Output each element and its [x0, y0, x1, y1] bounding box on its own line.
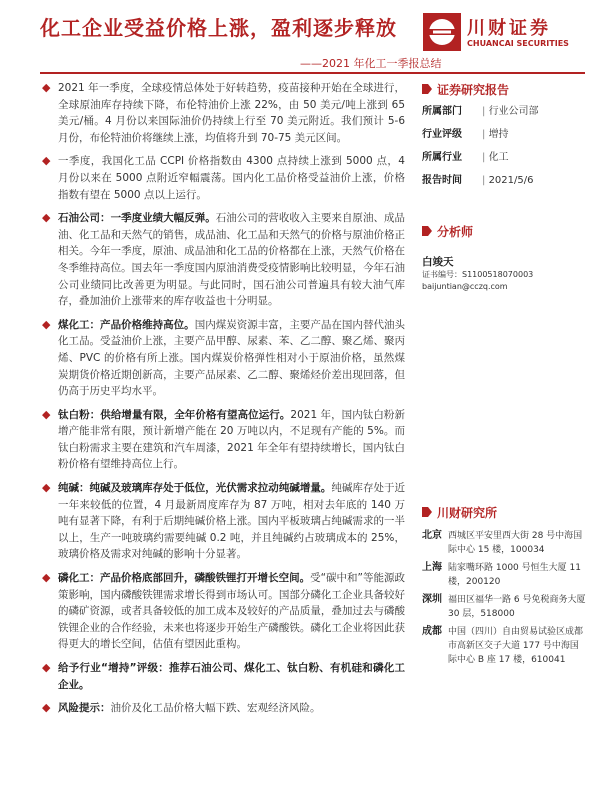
analyst-name: 白竣天 — [422, 256, 454, 268]
report-info-value: | 2021/5/6 — [482, 173, 533, 188]
paragraph-text: 油价及化工品价格大幅下跌、宏观经济风险。 — [110, 702, 321, 715]
report-title: 化工企业受益价格上涨，盈利逐步释放 — [40, 16, 397, 40]
bullet-diamond-icon: ◆ — [42, 571, 51, 585]
paragraph-lead: 纯碱：纯碱及玻璃库存处于低位，光伏需求拉动纯碱增量。 — [58, 482, 332, 495]
analyst-heading-label: 分析师 — [437, 224, 474, 239]
analyst-cert: 证书编号：S1100518070003 — [422, 270, 534, 279]
bullet-diamond-icon: ◆ — [42, 701, 51, 715]
section-arrow-icon — [422, 507, 432, 517]
report-info-key: 所属行业 — [422, 152, 462, 163]
analyst-heading — [422, 222, 587, 240]
report-info-value: | 增持 — [482, 127, 509, 142]
office-entry — [422, 561, 587, 589]
paragraph-lead: 给予行业“增持”评级：推荐石油公司、煤化工、钛白粉、有机硅和磷化工企业。 — [58, 662, 405, 691]
company-name: 川财证券 — [467, 18, 551, 39]
bullet-diamond-icon: ◆ — [42, 211, 51, 225]
header-divider — [40, 72, 585, 74]
summary-paragraph — [40, 80, 405, 146]
paragraph-lead: 风险提示： — [58, 702, 111, 715]
report-heading-label: 证券研究报告 — [437, 82, 510, 97]
summary-paragraph — [40, 153, 405, 203]
section-arrow-icon — [422, 226, 432, 236]
bullet-diamond-icon: ◆ — [42, 481, 51, 495]
bullet-diamond-icon: ◆ — [42, 407, 51, 421]
paragraph-lead: 煤化工：产品价格维持高位。 — [58, 318, 195, 331]
summary-paragraph — [40, 570, 405, 653]
paragraph-text: 纯碱库存处于近一年来较低的位置，4 月最新周度库存为 87 万吨，相对去年底的 140 万吨有显著下降，有利于后期纯碱价格上涨。国内平板玻璃占纯碱需求的一半以上，生产一吨玻璃约需要纯碱 0.2 吨，并且纯碱约占玻璃成本的 25%，玻璃价格及需求对纯碱的影响十分显著。 — [58, 482, 405, 561]
bullet-diamond-icon: ◆ — [42, 317, 51, 331]
report-subtitle: ——2021 年化工一季报总结 — [300, 57, 442, 70]
section-arrow-icon — [422, 84, 432, 94]
analyst-email[interactable]: baijuntian@cczq.com — [422, 282, 508, 291]
summary-paragraph — [40, 660, 405, 693]
office-entry — [422, 593, 587, 621]
report-info-row — [422, 127, 587, 142]
company-logo — [422, 12, 582, 52]
summary-paragraph — [40, 480, 405, 563]
office-entry — [422, 529, 587, 557]
report-info-key: 报告时间 — [422, 175, 462, 186]
paragraph-text: 受“碳中和”等能源政策影响，国内磷酸铁锂需求增长得到市场认可。国部分磷化工企业具备较好的磷矿资源，或者具备较低的加工成本及较好的产品质量，叠加过去与磷酸铁锂企业的合作经验，未来也将逐步开始生产磷酸铁。磷化工企业将因此获得更大的增长空间，估值有望因此重构。 — [58, 572, 406, 651]
summary-paragraph — [40, 700, 405, 717]
report-info-row — [422, 104, 587, 119]
report-heading — [422, 80, 587, 98]
paragraph-text: 2021 年一季度，全球疫情总体处于好转趋势，疫苗接种开始在全球进行，全球原油库存持续下降，布伦特油价上涨 22%，由 50 美元/吨上涨到 65 美元/桶。4 月份以来国际油价仍持续上行至 70 美元附近。我们预计 5-6 月份，布伦特油价将继续上涨，均值将升到 70-75 美元区间。 — [58, 82, 405, 144]
paragraph-text: 2021 年，国内钛白粉新增产能非常有限，预计新增产能在 20 万吨以内，不足现有产能的 5%。而钛白粉需求主要在建筑和汽车周漆，2021 年全年有望持续增长，国内钛白粉价格有望维持高位上行。 — [58, 408, 405, 471]
bullet-diamond-icon: ◆ — [42, 154, 51, 168]
summary-paragraph — [40, 210, 405, 310]
bullet-diamond-icon: ◆ — [42, 81, 51, 94]
office-city: 成都 — [422, 626, 442, 637]
office-entry — [422, 625, 587, 667]
office-city: 北京 — [422, 530, 442, 541]
office-city: 深圳 — [422, 594, 442, 605]
office-list — [422, 529, 587, 667]
bullet-diamond-icon: ◆ — [42, 661, 51, 674]
office-address: 福田区福华一路 6 号免税商务大厦 30 层，518000 — [448, 595, 586, 619]
report-info-key: 行业评级 — [422, 129, 462, 140]
paragraph-lead: 钛白粉：供给增量有限，全年价格有望高位运行。 — [58, 408, 291, 421]
institute-heading-label: 川财研究所 — [437, 505, 498, 520]
summary-column — [40, 80, 405, 724]
summary-paragraph — [40, 407, 405, 473]
report-info-value: | 化工 — [482, 150, 509, 165]
paragraph-lead: 磷化工：产品价格底部回升，磷酸铁锂打开增长空间。 — [58, 572, 311, 585]
report-info-row — [422, 150, 587, 165]
report-info-row — [422, 173, 587, 188]
paragraph-text: 石油公司的营收收入主要来自原油、成品油、化工品和天然气的销售，成品油、化工品和天然气的价格与原油价格正相关。今年一季度，原油、成品油和化工品的价格都在上涨，天然气价格在冬季维持高位。国去年一季度国内原油消费受疫情影响比较明显，今年石油公司业绩同比改善更为明显。与此同时，国石油公司普遍具有较大油气库存，叠加油价上涨带来的库存收益也十分明显。 — [58, 212, 405, 308]
institute-heading — [422, 503, 587, 521]
paragraph-text: 一季度，我国化工品 CCPI 价格指数由 4300 点持续上涨到 5000 点，4 月份以来在 5000 点附近窄幅震荡。国内化工品价格受益油价上涨，价格指数有望在 5000 点以上运行。 — [58, 155, 405, 201]
sidebar — [422, 80, 587, 671]
report-info-value: | 行业公司部 — [482, 104, 539, 119]
paragraph-lead: 石油公司：一季度业绩大幅反弹。 — [58, 212, 216, 225]
office-city: 上海 — [422, 562, 442, 573]
report-info-key: 所属部门 — [422, 106, 462, 117]
company-logo-icon — [422, 12, 462, 52]
company-name-en: CHUANCAI SECURITIES — [467, 39, 569, 48]
office-address: 中国（四川）自由贸易试验区成都市高新区交子大道 177 号中海国际中心 B 座 17 楼，610041 — [448, 627, 584, 665]
report-info-table — [422, 104, 587, 188]
office-address: 陆家嘴环路 1000 号恒生大厦 11 楼，200120 — [448, 563, 581, 587]
office-address: 西城区平安里西大街 28 号中海国际中心 15 楼，100034 — [448, 531, 583, 555]
summary-paragraph — [40, 317, 405, 400]
paragraph-text: 国内煤炭资源丰富，主要产品在国内替代油头化工品。受益油价上涨，主要产品甲醇、尿素、苯、乙二醇、聚乙烯、聚丙烯、PVC 的价格有所上涨。国内煤炭价格弹性相对小于原油价格，虽然煤炭期货价格近期创新高，主要产品尿素、乙二醇、聚烯烃价差出现回落，但仍高于历史平均水平。 — [58, 318, 405, 398]
